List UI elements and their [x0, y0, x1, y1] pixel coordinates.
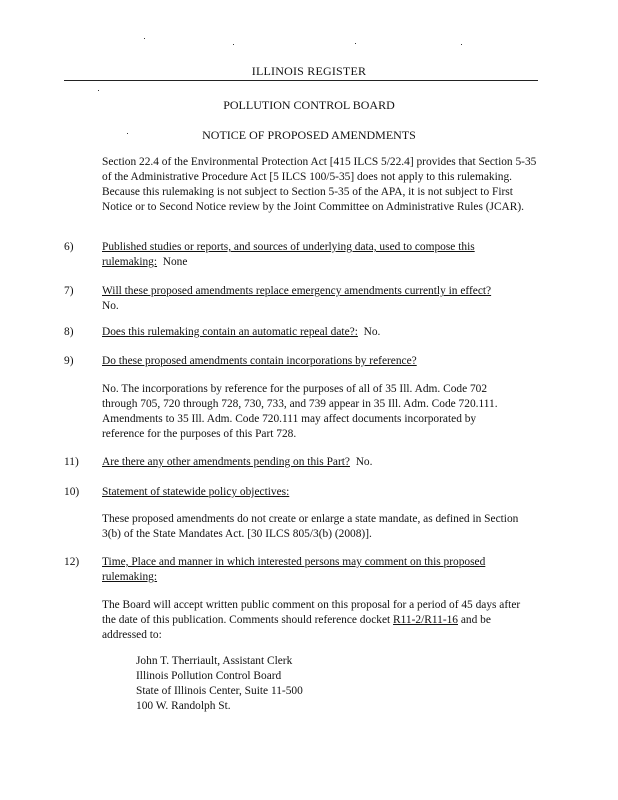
item-answer: No.: [355, 456, 373, 468]
item-question: Will these proposed amendments replace emergency amendments currently in effect?: [102, 285, 492, 297]
item-question: Published studies or reports, and sources of underlying data, used to compose this: [102, 241, 475, 253]
item-question: Does this rulemaking contain an automatic repeal date?:: [102, 326, 358, 338]
register-title: ILLINOIS REGISTER: [251, 64, 367, 78]
item-question: rulemaking:: [102, 256, 158, 268]
item-number: 6): [64, 241, 74, 253]
item-7: [102, 284, 542, 314]
item-question: Statement of statewide policy objectives:: [102, 486, 290, 498]
scan-speck: [98, 90, 99, 91]
scan-speck: [233, 44, 234, 45]
item-question: Time, Place and manner in which interested persons may comment on this proposed: [102, 556, 486, 568]
item-answer: None: [162, 256, 188, 268]
scan-speck: [144, 38, 145, 39]
item-10-question: [102, 485, 542, 500]
item-12-answer: [102, 598, 527, 643]
item-number: 8): [64, 326, 74, 338]
item-answer: The Board will accept written public comment on this proposal for a period of 45 days after the date of this publication. Comments should reference docket: [102, 599, 521, 626]
item-number: 9): [64, 355, 74, 367]
item-question: Do these proposed amendments contain incorporations by reference?: [102, 355, 417, 367]
item-9-answer: No. The incorporations by reference for the purposes of all of 35 Ill. Adm. Code 702 through 705, 720 through 728, 730, 733, and 739 appear in 35 Ill. Adm. Code 720.111. Amendments to 35 Ill. Adm. Code 720.111 may affect documents incorporated by reference for the purposes of this Part 728.: [102, 383, 498, 440]
item-12-question: [102, 555, 542, 585]
address-line: State of Illinois Center, Suite 11-500: [136, 685, 303, 697]
item-answer: No.: [102, 300, 119, 312]
item-number: 12): [64, 556, 80, 568]
docket-number: R11-2/R11-16: [393, 614, 458, 626]
scan-speck: [355, 43, 356, 44]
address-line: John T. Therriault, Assistant Clerk: [136, 655, 293, 667]
item-number: 11): [64, 456, 79, 468]
item-question: Are there any other amendments pending on this Part?: [102, 456, 350, 468]
address-line: Illinois Pollution Control Board: [136, 670, 282, 682]
agency-name: POLLUTION CONTROL BOARD: [223, 98, 395, 112]
notice-title: NOTICE OF PROPOSED AMENDMENTS: [202, 128, 416, 142]
address-block: [136, 654, 516, 714]
scan-speck: [461, 44, 462, 45]
item-11: [102, 455, 542, 470]
item-8: [102, 325, 542, 340]
intro-paragraph: Section 22.4 of the Environmental Protection Act [415 ILCS 5/22.4] provides that Section 5-35 of the Administrative Procedure Act [5 ILCS 100/5-35] does not apply to this rulemaking. Because this rulemaking is not subject to Section 5-35 of the APA, it is not subject to First Notice or to Second Notice review by the Joint Committee on Administrative Rules (JCAR).: [102, 156, 537, 213]
item-number: 10): [64, 486, 80, 498]
item-answer: and be addressed to:: [102, 614, 491, 641]
header-rule: [64, 80, 538, 81]
item-9-question: [102, 354, 542, 369]
item-number: 7): [64, 285, 74, 297]
item-question: rulemaking:: [102, 571, 158, 583]
address-line: 100 W. Randolph St.: [136, 700, 231, 712]
item-10-answer: These proposed amendments do not create or enlarge a state mandate, as defined in Section 3(b) of the State Mandates Act. [30 ILCS 805/3(b) (2008)].: [102, 513, 519, 540]
item-answer: No.: [363, 326, 381, 338]
item-6: [102, 240, 542, 270]
